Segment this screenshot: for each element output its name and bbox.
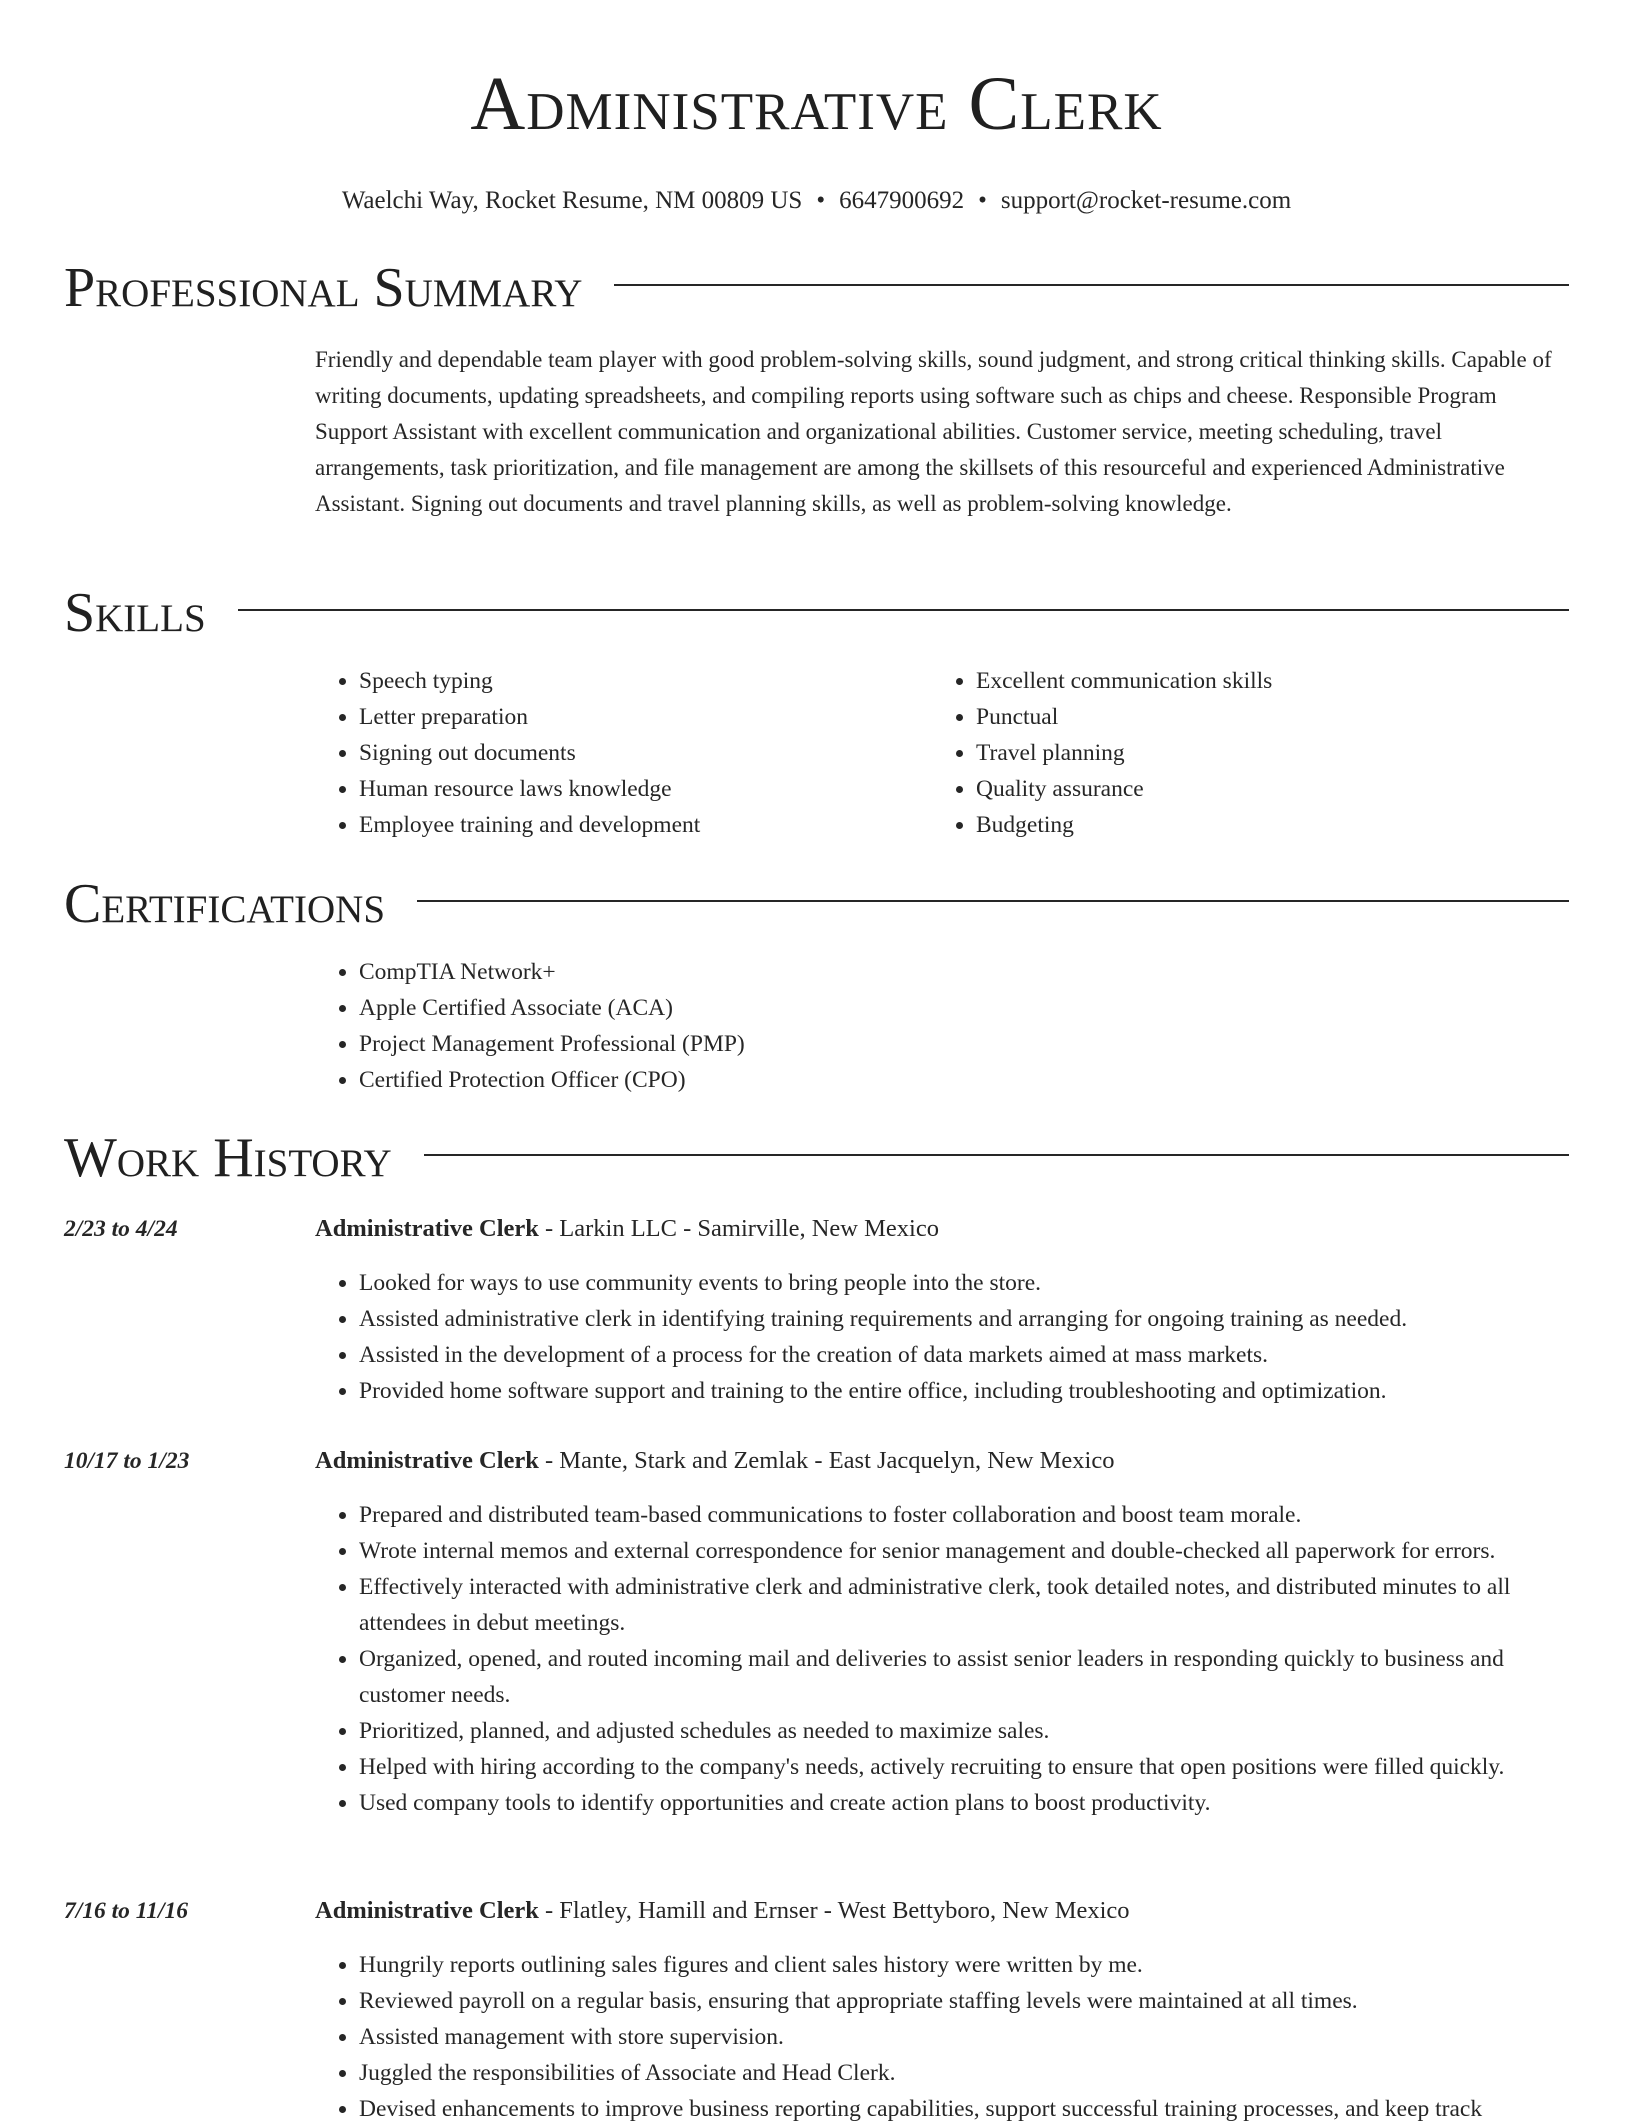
job-role: Administrative Clerk xyxy=(315,1447,539,1474)
skills-section xyxy=(64,583,1569,843)
job-header xyxy=(64,1893,1569,1929)
summary-text: Friendly and dependable team player with good problem-solving skills, sound judgment, and strong critical thinking skills. Capable of writing documents, updating spreadsheets, and compiling reports using software such as chips and cheese. Responsible Program Support Assistant with excellent communication and organizational abilities. Customer service, meeting scheduling, travel arrangements, task prioritization, and file management are among the skillsets of this resourceful and experienced Administrative Assistant. Signing out documents and travel planning skills, as well as problem-solving knowledge. xyxy=(315,347,1552,516)
contact-address: Waelchi Way, Rocket Resume, NM 00809 US xyxy=(341,187,803,214)
work-history-heading xyxy=(64,1128,1569,1188)
job-bullet: • Assisted administrative clerk in identifying training requirements and arranging for ongoing training as needed. xyxy=(359,1301,1569,1337)
job-header xyxy=(64,1211,1569,1247)
job-bullets xyxy=(315,1947,1569,2127)
summary-title: Professional Summary xyxy=(64,257,583,319)
skill-item: • Budgeting xyxy=(976,807,1549,843)
job-details: - Larkin LLC - Samirville, New Mexico xyxy=(538,1215,939,1242)
job-bullet: • Organized, opened, and routed incoming mail and deliveries to assist senior leaders in responding quickly to business and customer needs. xyxy=(359,1641,1569,1713)
skill-item: • Excellent communication skills xyxy=(976,663,1549,699)
job-dates: 10/17 to 1/23 xyxy=(64,1448,190,1474)
certifications-list xyxy=(315,954,1569,1098)
job-bullet: • Devised enhancements to improve business reporting capabilities, support successful training processes, and keep track xyxy=(359,2091,1569,2127)
work-history-title: Work History xyxy=(64,1127,392,1189)
job-details: - Flatley, Hamill and Ernser - West Bettyboro, New Mexico xyxy=(538,1897,1130,1924)
contact-line xyxy=(64,185,1569,217)
skill-item: • Signing out documents xyxy=(359,735,932,771)
job-title-line xyxy=(315,1893,1130,1929)
job-title-line xyxy=(315,1211,939,1247)
job-bullet: • Looked for ways to use community events to bring people into the store. xyxy=(359,1265,1569,1301)
skill-item: • Punctual xyxy=(976,699,1549,735)
job-bullet: • Helped with hiring according to the company's needs, actively recruiting to ensure that open positions were filled quickly. xyxy=(359,1749,1569,1785)
contact-separator: • xyxy=(816,187,826,214)
skills-title: Skills xyxy=(64,582,206,644)
certification-item: • Certified Protection Officer (CPO) xyxy=(359,1062,1569,1098)
job-bullet: • Hungrily reports outlining sales figures and client sales history were written by me. xyxy=(359,1947,1569,1983)
section-divider xyxy=(417,900,1569,902)
skill-item: • Employee training and development xyxy=(359,807,932,843)
contact-phone: 6647900692 xyxy=(839,187,965,214)
skills-heading xyxy=(64,583,1569,643)
job-bullet: • Effectively interacted with administrative clerk and administrative clerk, took detailed notes, and distributed minutes to all attendees in debut meetings. xyxy=(359,1569,1569,1641)
job-role: Administrative Clerk xyxy=(315,1897,539,1924)
skill-item: • Travel planning xyxy=(976,735,1549,771)
job-entry xyxy=(64,1211,1569,1409)
job-bullet: • Prioritized, planned, and adjusted schedules as needed to maximize sales. xyxy=(359,1713,1569,1749)
contact-email: support@rocket-resume.com xyxy=(1000,187,1292,214)
summary-section xyxy=(64,258,1569,522)
skill-item: • Letter preparation xyxy=(359,699,932,735)
job-bullet: • Assisted in the development of a process for the creation of data markets aimed at mass markets. xyxy=(359,1337,1569,1373)
skills-column-left xyxy=(315,663,932,843)
job-bullet: • Reviewed payroll on a regular basis, ensuring that appropriate staffing levels were maintained at all times. xyxy=(359,1983,1569,2019)
skill-item: • Human resource laws knowledge xyxy=(359,771,932,807)
skill-item: • Quality assurance xyxy=(976,771,1549,807)
skill-item: • Speech typing xyxy=(359,663,932,699)
job-bullet: • Prepared and distributed team-based communications to foster collaboration and boost team morale. xyxy=(359,1497,1569,1533)
section-divider xyxy=(424,1154,1569,1156)
work-history-section xyxy=(64,1128,1569,1188)
job-entry xyxy=(64,1443,1569,1821)
job-bullet: • Provided home software support and training to the entire office, including troubleshooting and optimization. xyxy=(359,1373,1569,1409)
job-role: Administrative Clerk xyxy=(315,1215,539,1242)
section-divider xyxy=(614,284,1569,286)
certifications-heading xyxy=(64,874,1569,934)
certifications-section xyxy=(64,874,1569,1098)
job-bullets xyxy=(315,1265,1569,1409)
summary-body xyxy=(315,342,1569,522)
certification-item: • Apple Certified Associate (ACA) xyxy=(359,990,1569,1026)
job-details: - Mante, Stark and Zemlak - East Jacquelyn, New Mexico xyxy=(538,1447,1115,1474)
resume-name: Administrative Clerk xyxy=(470,62,1163,146)
job-entry xyxy=(64,1893,1569,2127)
section-divider xyxy=(238,609,1569,611)
contact-separator: • xyxy=(978,187,987,214)
job-bullet: • Juggled the responsibilities of Associate and Head Clerk. xyxy=(359,2055,1569,2091)
job-bullets xyxy=(315,1497,1569,1821)
job-dates: 7/16 to 11/16 xyxy=(64,1898,189,1924)
job-header xyxy=(64,1443,1569,1479)
certifications-title: Certifications xyxy=(64,873,386,935)
certification-item: • CompTIA Network+ xyxy=(359,954,1569,990)
job-bullet: • Assisted management with store supervision. xyxy=(359,2019,1569,2055)
summary-heading xyxy=(64,258,1569,318)
job-dates: 2/23 to 4/24 xyxy=(64,1216,178,1242)
skills-column-right xyxy=(932,663,1549,843)
job-bullet: • Used company tools to identify opportunities and create action plans to boost productivity. xyxy=(359,1785,1569,1821)
certification-item: • Project Management Professional (PMP) xyxy=(359,1026,1569,1062)
job-title-line xyxy=(315,1443,1114,1479)
job-bullet: • Wrote internal memos and external correspondence for senior management and double-checked all paperwork for errors. xyxy=(359,1533,1569,1569)
skills-list xyxy=(315,663,1569,843)
